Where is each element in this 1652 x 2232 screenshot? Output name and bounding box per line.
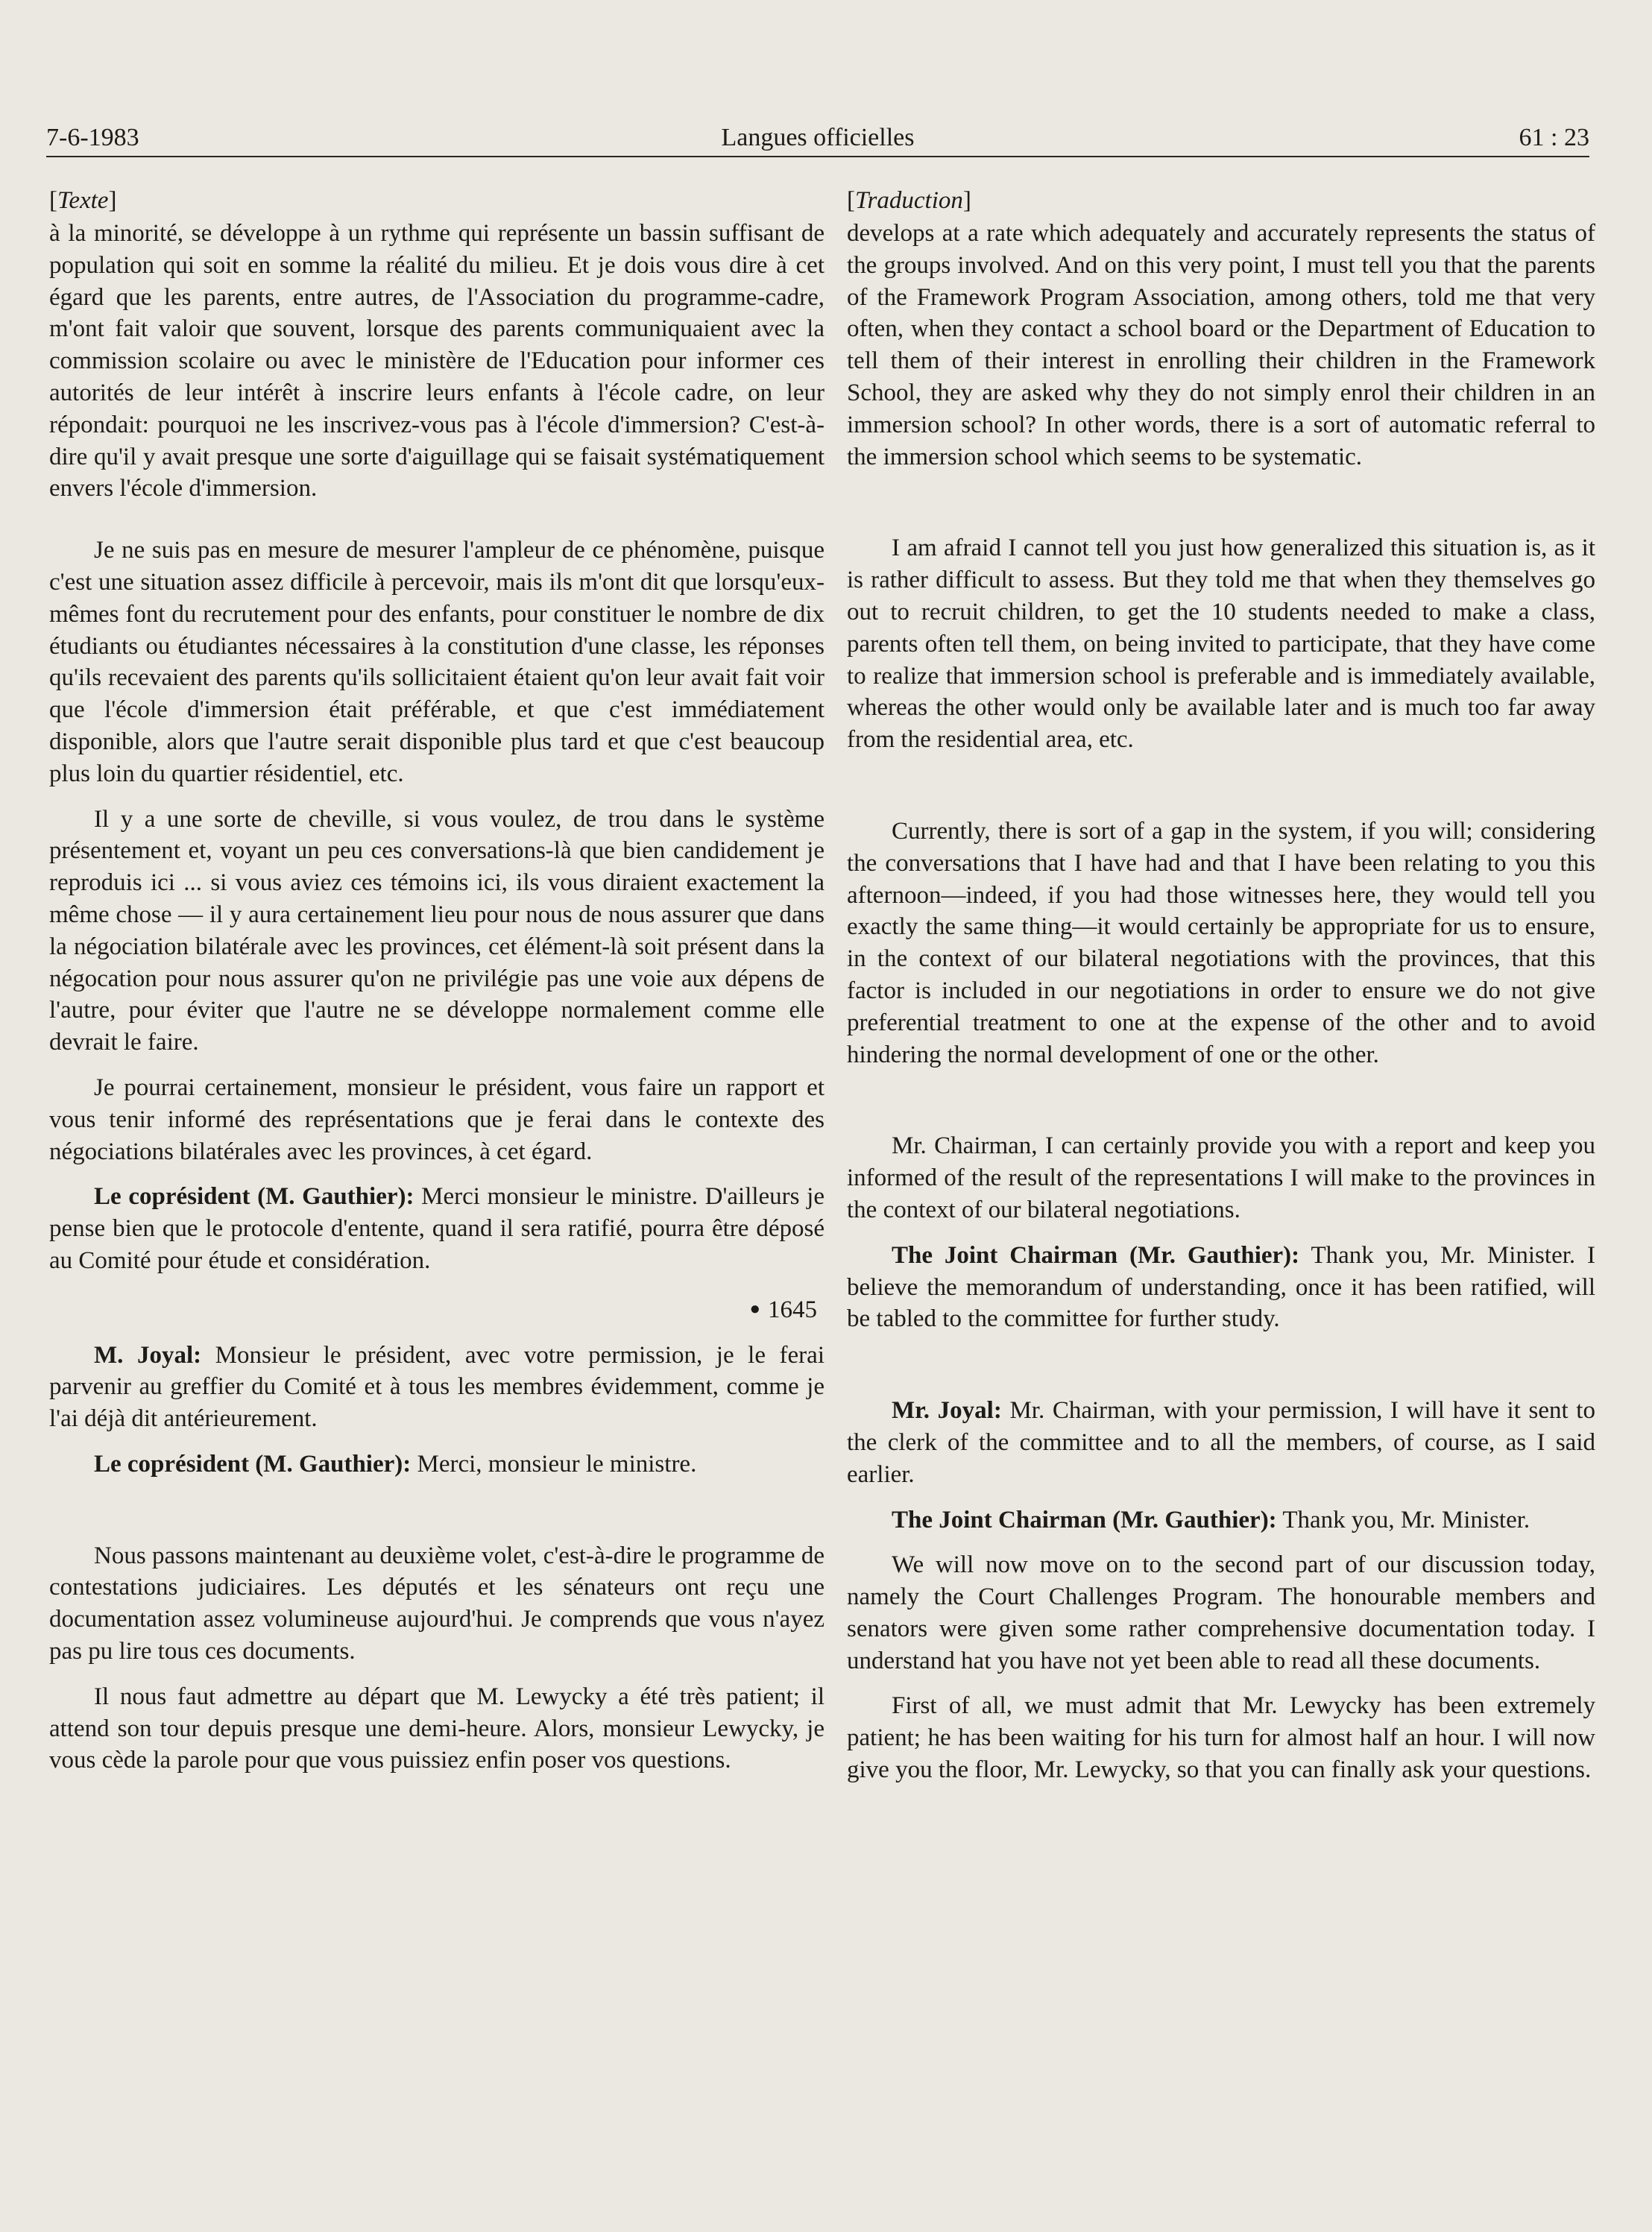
header-page-number: 61 : 23 [1519, 124, 1589, 151]
speaker-name: M. Joyal: [94, 1341, 202, 1369]
header-title: Langues officielles [721, 124, 915, 151]
speech-text: Merci, monsieur le ministre. [411, 1450, 697, 1478]
column-label-texte: [Texte] [49, 187, 117, 214]
speaker-name: Le coprésident (M. Gauthier): [94, 1183, 414, 1211]
english-column [847, 185, 1595, 1786]
paragraph: à la minorité, se développe à un rythme qui représente un bassin suffisant de population qui soit en somme la réalité du milieu. Et je dois vous dire à cet égard que les parents, entre autres, de l'Association du programme-cadre, m'ont fait valoir que souvent, lorsque des parents communiquaient avec la commission scolaire ou avec le ministère de l'Education pour informer ces autorités de leur intérêt à inscrire leurs enfants à l'école cadre, on leur répondait: pourquoi ne les inscrivez-vous pas à l'école d'immersion? C'est-à-dire qu'il y avait presque une sorte d'aiguillage qui se faisait systématiquement envers l'école d'immersion. [49, 220, 825, 502]
paragraph: Je ne suis pas en mesure de mesurer l'ampleur de ce phénomène, puisque c'est une situation assez difficile à percevoir, mais ils m'ont dit que lorsqu'eux-mêmes font du recrutement pour des enfants, pour constituer le nombre de dix étudiants ou étudiantes nécessaires à la constitution d'une classe, les réponses qu'ils recevaient des parents qu'ils sollicitaient étaient qu'on leur avait fait voir que l'école d'immersion était préférable, et que c'est immédiatement disponible, alors que l'autre serait disponible plus tard et que c'est beaucoup plus loin du quartier résidentiel, etc. [49, 537, 825, 787]
speaker-name: The Joint Chairman (Mr. Gauthier): [892, 1241, 1300, 1269]
speaker-paragraph [847, 1395, 1595, 1490]
paragraph: First of all, we must admit that Mr. Lewycky has been extremely patient; he has been waiting for his turn for almost half an hour. I will now give you the floor, Mr. Lewycky, so that you can finally ask your questions. [847, 1692, 1595, 1784]
speech-text: Thank you, Mr. Minister. [1276, 1506, 1530, 1533]
speaker-name: Le coprésident (M. Gauthier): [94, 1450, 412, 1478]
header-rule [46, 156, 1589, 157]
speaker-paragraph [847, 1240, 1595, 1335]
column-label-traduction: [Traduction] [847, 187, 971, 214]
paragraph: Je pourrai certainement, monsieur le président, vous faire un rapport et vous tenir informé des représentations que je ferai dans le contexte des négociations bilatérales avec les provinces, à cet égard. [49, 1074, 825, 1165]
french-column [49, 185, 825, 1777]
paragraph: Nous passons maintenant au deuxième volet, c'est-à-dire le programme de contestations judiciaires. Les députés et les sénateurs ont reçu une documentation assez volumineuse aujourd'hui. Je comprends que vous n'ayez pas pu lire tous ces documents. [49, 1542, 825, 1665]
speech-text: Merci monsieur le ministre. D'ailleurs je pense bien que le protocole d'entente, quand il sera ratifié, pourra être déposé au Comité pour étude et considération. [49, 1183, 825, 1274]
paragraph: Il nous faut admettre au départ que M. Lewycky a été très patient; il attend son tour depuis presque une demi-heure. Alors, monsieur Lewycky, je vous cède la parole pour que vous puissiez enfin poser vos questions. [49, 1683, 825, 1774]
paragraph: develops at a rate which adequately and accurately represents the status of the groups involved. And on this very point, I must tell you that the parents of the Framework Program Association, among others, told me that very often, when they contact a school board or the Department of Education to tell them of their interest in enrolling their children in the Framework School, they are asked why they do not simply enrol their children in an immersion school? In other words, there is a sort of automatic referral to the immersion school which seems to be systematic. [847, 220, 1595, 470]
speaker-paragraph [49, 1448, 825, 1481]
speaker-name: Mr. Joyal: [892, 1397, 1002, 1425]
speaker-paragraph [49, 1340, 825, 1435]
header-date: 7-6-1983 [46, 124, 139, 151]
paragraph: Currently, there is sort of a gap in the system, if you will; considering the conversations that I have had and that I have been relating to you this afternoon—indeed, if you had those witnesses here, they would tell you exactly the same thing—it would certainly be appropriate for us to ensure, in the context of our bilateral negotiations with the provinces, that this factor is included in our negotiations in order to ensure we do not give preferential treatment to one at the expense of the other and to avoid hindering the normal development of one or the other. [847, 817, 1595, 1068]
running-header [46, 119, 1589, 157]
speech-text: Monsieur le président, avec votre permission, je le ferai parvenir au greffier du Comité et à tous les membres évidemment, comme je l'ai déjà dit antérieurement. [49, 1341, 825, 1433]
speaker-name: The Joint Chairman (Mr. Gauthier): [892, 1506, 1277, 1533]
paragraph: We will now move on to the second part of our discussion today, namely the Court Challenges Program. The honourable members and senators were given some rather comprehensive documentation today. I understand hat you have not yet been able to read all these documents. [847, 1551, 1595, 1674]
paragraph: I am afraid I cannot tell you just how generalized this situation is, as it is rather difficult to assess. But they told me that when they themselves go out to recruit children, to get the 10 students needed to make a class, parents often tell them, on being invited to participate, that they have come to realize that immersion school is preferable and is immediately available, whereas the other would only be available later and is much too far away from the residential area, etc. [847, 535, 1595, 754]
time-marker: ● 1645 [749, 1296, 817, 1323]
paragraph: Mr. Chairman, I can certainly provide you with a report and keep you informed of the result of the representations I will make to the provinces in the context of our bilateral negotiations. [847, 1132, 1595, 1223]
speech-text: Thank you, Mr. Minister. I believe the memorandum of understanding, once it has been ratified, will be tabled to the committee for further study. [847, 1241, 1595, 1333]
speaker-paragraph [49, 1181, 825, 1276]
bullet-icon: ● [749, 1299, 760, 1319]
paragraph: Il y a une sorte de cheville, si vous voulez, de trou dans le système présentement et, voyant un peu ces conversations-là que bien candidement je reproduis ici ... si vous aviez ces témoins ici, ils vous diraient exactement la même chose — il y aura certainement lieu pour nous de nous assurer que dans la négociation bilatérale avec les provinces, cet élément-là soit présent dans la négocation pour nous assurer qu'on ne privilégie pas une voie aux dépens de l'autre, pour éviter que l'autre ne se développe normalement comme elle devrait le faire. [49, 805, 825, 1056]
speech-text: Mr. Chairman, with your permission, I will have it sent to the clerk of the committee and to all the members, of course, as I said earlier. [847, 1397, 1595, 1488]
speaker-paragraph [847, 1504, 1595, 1536]
